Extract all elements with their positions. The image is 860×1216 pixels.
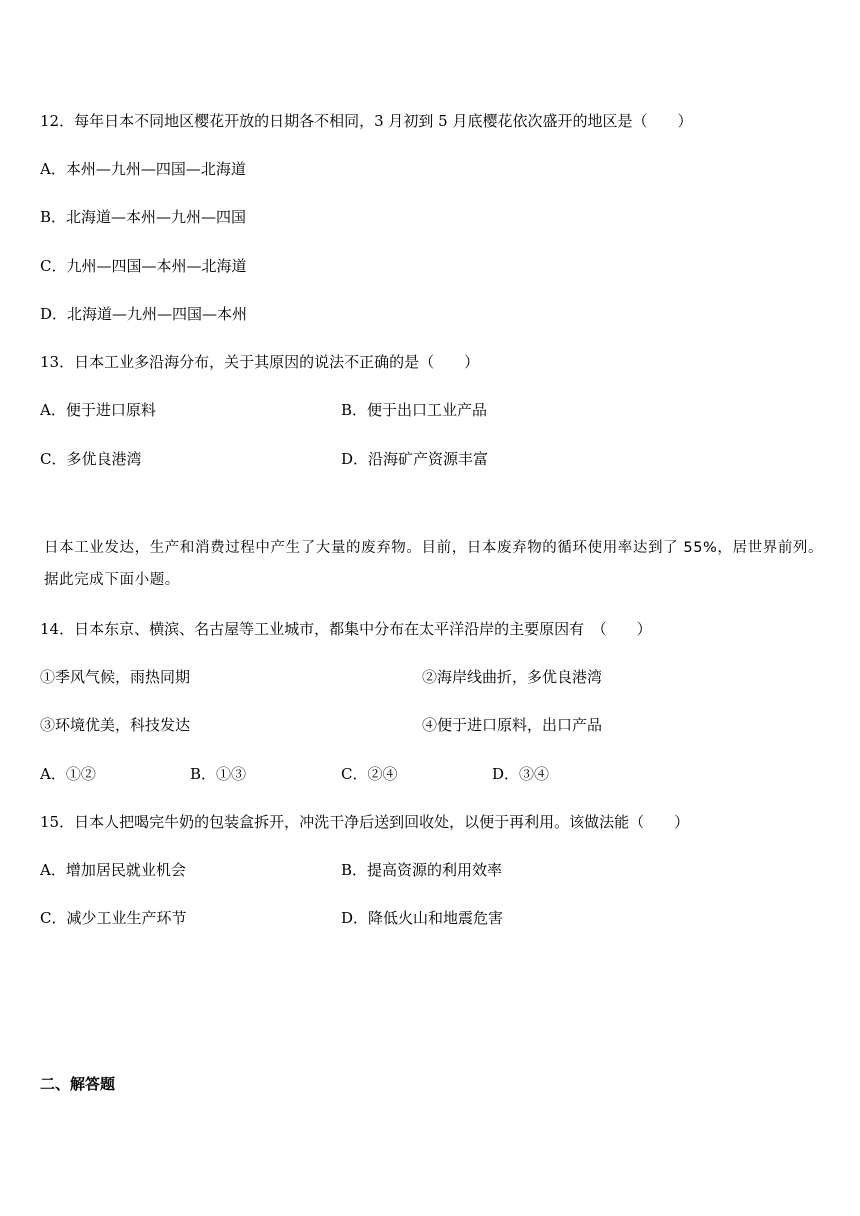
q14-statement-4: ④便于进口原料，出口产品 — [422, 716, 603, 734]
q14-option-c: C．②④ — [341, 765, 398, 783]
q12-option-d: D．北海道—九州—四国—本州 — [40, 305, 248, 323]
q15-option-c: C．减少工业生产环节 — [40, 909, 187, 927]
q15-stem: 15．日本人把喝完牛奶的包装盒拆开，冲洗干净后送到回收处，以便于再利用。该做法能（ ） — [40, 813, 690, 831]
q14-statement-3: ③环境优美，科技发达 — [40, 716, 191, 734]
reading-passage: 日本工业发达，生产和消费过程中产生了大量的废弃物。目前，日本废弃物的循环使用率达到了 55%，居世界前列。据此完成下面小题。 — [44, 540, 824, 588]
section-heading: 二、解答题 — [40, 1075, 116, 1093]
q13-option-a: A．便于进口原料 — [40, 401, 156, 419]
q12-option-c: C．九州—四国—本州—北海道 — [40, 257, 247, 275]
q13-option-d: D．沿海矿产资源丰富 — [341, 450, 489, 468]
q12-option-b: B．北海道—本州—九州—四国 — [40, 208, 247, 226]
q15-option-b: B．提高资源的利用效率 — [341, 861, 503, 879]
q13-option-b: B．便于出口工业产品 — [341, 401, 488, 419]
q15-option-a: A．增加居民就业机会 — [40, 861, 186, 879]
q14-option-d: D．③④ — [492, 765, 550, 783]
q12-option-a: A．本州—九州—四国—北海道 — [40, 160, 246, 178]
q14-option-b: B．①③ — [190, 765, 247, 783]
q14-statement-2: ②海岸线曲折，多优良港湾 — [422, 668, 603, 686]
q14-stem: 14．日本东京、横滨、名古屋等工业城市，都集中分布在太平洋沿岸的主要原因有 （ ） — [40, 620, 652, 638]
q14-option-a: A．①② — [40, 765, 96, 783]
q13-option-c: C．多优良港湾 — [40, 450, 142, 468]
q15-option-d: D．降低火山和地震危害 — [341, 909, 504, 927]
q12-stem: 12．每年日本不同地区樱花开放的日期各不相同，3 月初到 5 月底樱花依次盛开的地区是（ ） — [40, 112, 693, 130]
q14-statement-1: ①季风气候，雨热同期 — [40, 668, 191, 686]
q13-stem: 13．日本工业多沿海分布，关于其原因的说法不正确的是（ ） — [40, 353, 480, 371]
